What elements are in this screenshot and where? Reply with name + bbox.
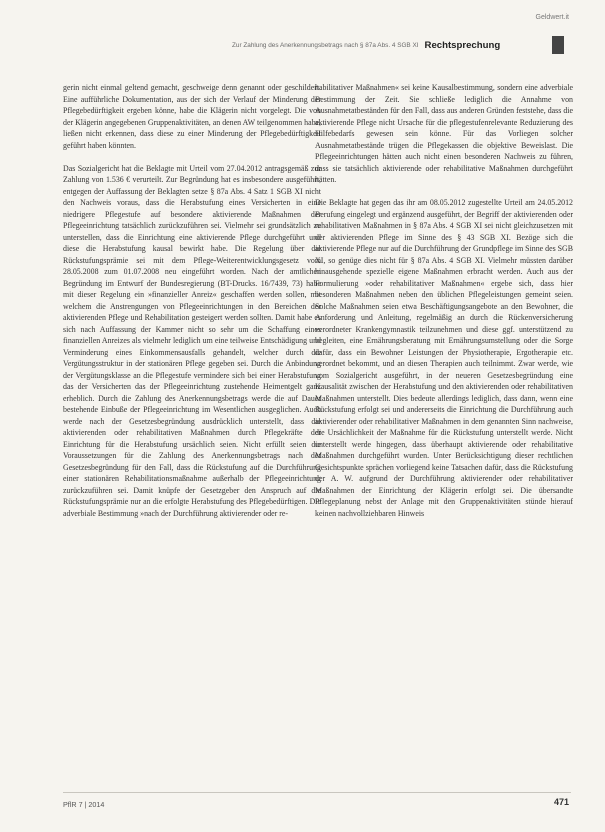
paragraph: Die Beklagte hat gegen das ihr am 08.05.2012 zugestellte Urteil am 24.05.2012 Berufung eingelegt und ergänzend ausgeführt, der Begriff der aktivierenden oder rehabilitativen Maßnahmen in § 87a Abs. 4 SGB XI sei nicht gleichzusetzen mit der aktivierenden Pflege im Sinne des § 43 SGB XI. Bezöge sich die aktivierende Pflege nur auf die Durchführung der Grundpflege im Sinne des SGB XI, so genüge dies nicht für § 87a Abs. 4 SGB XI. Vielmehr müssten darüber hinausgehende spezielle eigene Maßnahmen erbracht werden. Auch aus der Formulierung »oder rehabilitativer Maßnahmen« ergebe sich, dass hier besonderen Maßnahmen neben den üblichen Pflegeleistungen gemeint seien. Solche Maßnahmen seien etwa Beschäftigungsangebote an den Bewohner, die Anforderung und Anleitung, regelmäßig an durch die Rückenversicherung verordneter Krankengymnastik teilzunehmen und diese ggf. unterstützend zu begleiten, eine Ernährungsberatung mit Ernährungsumstellung oder die Sorge dafür, dass ein Bewohner Leistungen der Physiotherapie, Ergotherapie etc. verordnet bekommt, und an diesen Therapien auch teilnimmt. Zwar werde, wie vom Sozialgericht ausgeführt, in der neueren Gesetzesbegründung eine Kausalität zwischen der Herabstufung und den aktivierenden oder rehabilitativen Maßnahmen unterstellt. Dies bedeute allerdings lediglich, dass dann, wenn eine Rückstufung erfolgt sei und andererseits die Einrichtung die Durchführung auch aktivierender oder rehabilitativer Maßnahmen in dem genannten Sinn nachweise, die Ursächlichkeit der Maßnahme für die Rückstufung unterstellt werde. Nicht unterstellt werde hingegen, dass überhaupt aktivierende oder rehabilitative Maßnahmen durchgeführt wurden. Unter Berücksichtigung dieser rechtlichen Gesichtspunkte sprächen vorliegend keine Tatsachen dafür, dass die Rückstufung der A. W. aufgrund der Durchführung aktivierender oder rehabilitativer Maßnahmen der Einrichtung der Klägerin erfolgt sei. Die übersandte Pflegeplanung nebst der Anlage mit den Gruppenaktivitäten stünde hierauf keinen nachvollziehbaren Hinweis: [315, 198, 573, 518]
paragraph: gerin nicht einmal geltend gemacht, geschweige denn genannt oder geschildert. Eine aufführliche Dokumentation, aus der sich der Verlauf der Minderung der Pflegebedürftigkeit ergeben könne, habe die Klägerin nicht vorgelegt. Die von der Klägerin angegebenen Gruppenaktivitäten, an denen AW teilgenommen habe, ließen nicht erkennen, dass diese zu einer Minderung der Pflegebedürftigkeit geführt haben könnten.: [63, 83, 321, 150]
journal-citation: PflR 7 | 2014: [63, 800, 105, 809]
section-marker-block: [552, 36, 564, 54]
section-title: Rechtsprechung: [424, 40, 501, 51]
footer-rule: [63, 792, 571, 793]
paragraph: habilitativer Maßnahmen« sei keine Kausalbestimmung, sondern eine adverbiale Bestimmung der Zeit. Sie schließe lediglich die Annahme von Ausnahmetatbeständen für den Fall, dass aus anderen Gründen feststehe, dass die aktivierende Pflege nicht Ursache für die pflegestufenrelevante Reduzierung des Hilfebedarfs gewesen sein könne. Für das Vorliegen solcher Ausnahmetatbestände trügen die Pflegekassen die objektive Beweislast. Die Pflegeeinrichtungen hätten auch nicht einen besonderen Nachweis zu führen, dass sie tatsächlich aktivierende oder rehabilitative Maßnahmen durchgeführt hätten.: [315, 83, 573, 184]
right-column: [315, 82, 573, 519]
page-number: 471: [553, 797, 569, 807]
left-column: [63, 82, 321, 519]
header-line: [232, 40, 500, 51]
paragraph: Das Sozialgericht hat die Beklagte mit Urteil vom 27.04.2012 antragsgemäß zur Zahlung von 1.536 € verurteilt. Zur Begründung hat es insbesondere ausgeführt, entgegen der Auffassung der Beklagten setze § 87a Abs. 4 Satz 1 SGB XI nicht den Nachweis voraus, dass die Herabstufung eines Versicherten in eine niedrigere Pflegestufe auf besondere aktivierende Maßnahmen der Pflegeeinrichtung tatsächlich zurückzuführen sei. Vielmehr sei grundsätzlich zu unterstellen, dass die Einrichtung eine aktivierende Pflege durchgeführt und diese die Herabstufung kausal bewirkt habe. Die Regelung über die Rückstufungsprämie sei mit dem Pflege-Weiterentwicklungsgesetz vom 28.05.2008 zum 01.07.2008 neu eingeführt worden. Nach der amtlichen Begründung im Entwurf der Bundesregierung (BT-Drucks. 16/7439, 73) habe mit dieser Regelung ein »finanzieller Anreiz« geschaffen werden sollen, mit welchem die Anstrengungen von Pflegeeinrichtungen in den Bereichen der aktivierenden Pflege und Rehabilitation gesteigert werden sollten. Damit habe es sich nach Auffassung der Kammer nicht so sehr um die Schaffung eines finanziellen Anreizes als vielmehr lediglich um eine teilweise Entschädigung und Verminderung eines Einkommensausfalls gehandelt, welcher durch die Vergütungsstruktur in der stationären Pflege gegeben sei. Durch die Anbindung der Vergütungsklasse an die Pflegestufe vermindere sich bei einer Herabstufung das der Versicherten das der Pflegeeinrichtung zustehende Heimentgelt ganz erheblich. Durch die Zahlung des Anerkennungsbetrags werde die auf Dauer bestehende Einbuße der Pflegeeinrichtung im Wesentlichen ausgeglichen. Auch werde nach der Gesetzesbegründung ausdrücklich unterstellt, dass die aktivierenden oder rehabilitativen Maßnahmen durch Pflegekräfte der Einrichtung für die Herabstufung ursächlich seien. Nicht erfüllt seien die Voraussetzungen für die Zahlung des Anerkennungsbetrags nach der Gesetzesbegründung für den Fall, dass die Rückstufung auf die Durchführung einer stationären Rehabilitationsmaßnahme außerhalb der Pflegeeinrichtung zurückzuführen sei. Damit knüpfe der Gesetzgeber den Anspruch auf die Rückstufungsprämie nur an die erfolgte Herabstufung des Pflegebedürftigen. Die adverbiale Bestimmung »nach der Durchführung aktivierender oder re-: [63, 163, 321, 518]
running-head: Geldwert.it: [535, 14, 569, 21]
header-subtitle: Zur Zahlung des Anerkennungsbetrags nach § 87a Abs. 4 SGB XI: [232, 42, 419, 49]
